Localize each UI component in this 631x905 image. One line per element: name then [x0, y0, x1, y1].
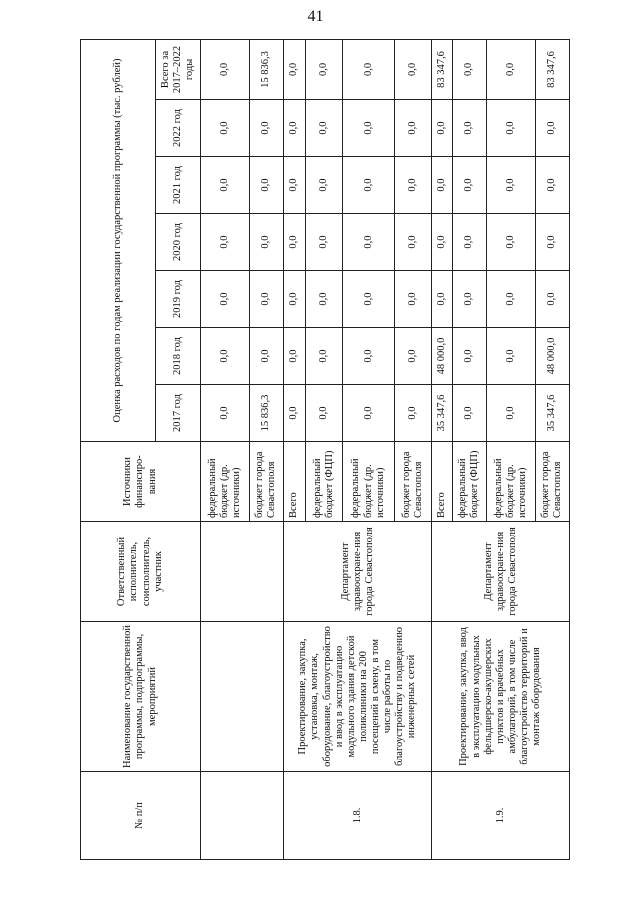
value-cell: 0,0 [452, 100, 486, 157]
value-cell: 0,0 [284, 385, 306, 442]
value-cell: 0,0 [201, 214, 250, 271]
cont-no-cell [201, 772, 284, 860]
value-cell: 0,0 [486, 271, 535, 328]
value-cell: 0,0 [486, 214, 535, 271]
page-number: 41 [307, 8, 324, 25]
source-cell: Всего [284, 442, 306, 522]
value-cell: 15 836,3 [249, 385, 283, 442]
value-cell: 0,0 [249, 214, 283, 271]
source-cell: бюджет города Севастополя [395, 442, 432, 522]
value-cell: 0,0 [535, 271, 569, 328]
value-cell: 0,0 [305, 214, 342, 271]
total-cell: 0,0 [342, 39, 394, 99]
value-cell: 0,0 [284, 157, 306, 214]
item-executor: Департамент здравоохране-ния города Севастополя [432, 522, 570, 622]
cont-executor-cell [201, 522, 284, 622]
header-source: Источники финансиро-вания [81, 442, 201, 522]
total-cell: 0,0 [305, 39, 342, 99]
value-cell: 0,0 [432, 271, 452, 328]
value-cell: 0,0 [342, 271, 394, 328]
value-cell: 0,0 [432, 157, 452, 214]
cont-name-cell [201, 622, 284, 772]
value-cell: 0,0 [452, 214, 486, 271]
header-name: Наименование государственной программы, подпрограммы, мероприятий [81, 622, 201, 772]
item-executor: Департамент здравоохране-ния города Севастополя [284, 522, 432, 622]
value-cell: 0,0 [249, 100, 283, 157]
budget-table [80, 39, 570, 860]
value-cell: 0,0 [305, 100, 342, 157]
header-year: 2022 год [156, 100, 201, 157]
source-cell: бюджет города Севастополя [249, 442, 283, 522]
value-cell: 0,0 [305, 271, 342, 328]
value-cell: 0,0 [432, 100, 452, 157]
header-year: 2020 год [156, 214, 201, 271]
source-cell: федеральный бюджет (ФЦП) [305, 442, 342, 522]
value-cell: 0,0 [201, 271, 250, 328]
total-cell: 15 836,3 [249, 39, 283, 99]
value-cell: 0,0 [201, 328, 250, 385]
value-cell: 35 347,6 [535, 385, 569, 442]
value-cell: 0,0 [395, 157, 432, 214]
source-cell: федеральный бюджет (ФЦП) [452, 442, 486, 522]
value-cell: 0,0 [535, 100, 569, 157]
source-cell: федеральный бюджет (др. источники) [201, 442, 250, 522]
value-cell: 0,0 [395, 100, 432, 157]
item-name: Проектирование, закупка, ввод в эксплуатацию модульных фельдшерско-акушерских пунктов и врачебных амбулаторий, в том числе благоустройство территорий и монтаж оборудования [432, 622, 570, 772]
header-no: № п/п [81, 772, 201, 860]
table-row [432, 39, 452, 859]
value-cell: 0,0 [284, 214, 306, 271]
value-cell: 0,0 [284, 271, 306, 328]
table-row [284, 39, 306, 859]
header-year: 2017 год [156, 385, 201, 442]
total-cell: 0,0 [486, 39, 535, 99]
value-cell: 0,0 [342, 157, 394, 214]
value-cell: 0,0 [342, 214, 394, 271]
value-cell: 0,0 [342, 385, 394, 442]
header-estimate: Оценка расходов по годам реализации государственной программы (тыс. рублей) [81, 39, 156, 441]
total-cell: 0,0 [452, 39, 486, 99]
total-cell: 0,0 [284, 39, 306, 99]
value-cell: 0,0 [201, 385, 250, 442]
value-cell: 0,0 [452, 271, 486, 328]
header-row [81, 39, 156, 859]
value-cell: 48 000,0 [535, 328, 569, 385]
header-year-total: Всего за 2017–2022 годы [156, 39, 201, 99]
value-cell: 0,0 [305, 328, 342, 385]
value-cell: 0,0 [201, 100, 250, 157]
total-cell: 0,0 [201, 39, 250, 99]
header-year: 2018 год [156, 328, 201, 385]
source-cell: Всего [432, 442, 452, 522]
item-number: 1.8. [284, 772, 432, 860]
value-cell: 0,0 [395, 214, 432, 271]
value-cell: 0,0 [452, 385, 486, 442]
header-year: 2021 год [156, 157, 201, 214]
value-cell: 0,0 [305, 157, 342, 214]
value-cell: 35 347,6 [432, 385, 452, 442]
total-cell: 0,0 [395, 39, 432, 99]
value-cell: 0,0 [486, 157, 535, 214]
value-cell: 0,0 [342, 328, 394, 385]
source-cell: федеральный бюджет (др. источники) [342, 442, 394, 522]
value-cell: 0,0 [486, 328, 535, 385]
value-cell: 0,0 [452, 157, 486, 214]
item-number: 1.9. [432, 772, 570, 860]
value-cell: 0,0 [249, 328, 283, 385]
total-cell: 83 347,6 [432, 39, 452, 99]
header-executor: Ответственный исполнитель, соисполнитель, участник [81, 522, 201, 622]
value-cell: 0,0 [395, 385, 432, 442]
value-cell: 0,0 [249, 157, 283, 214]
value-cell: 0,0 [395, 328, 432, 385]
source-cell: федеральный бюджет (др. источники) [486, 442, 535, 522]
value-cell: 48 000,0 [432, 328, 452, 385]
value-cell: 0,0 [284, 328, 306, 385]
value-cell: 0,0 [305, 385, 342, 442]
source-cell: бюджет города Севастополя [535, 442, 569, 522]
value-cell: 0,0 [486, 385, 535, 442]
item-name: Проектирование, закупка, установка, монтаж, оборудование, благоустройство и ввод в эксплуатацию модульного здания детской поликлиники на 200 посещений в смену, в том числе работы по благоустройству и подведению инженерных сетей [284, 622, 432, 772]
value-cell: 0,0 [342, 100, 394, 157]
total-cell: 83 347,6 [535, 39, 569, 99]
value-cell: 0,0 [249, 271, 283, 328]
value-cell: 0,0 [535, 214, 569, 271]
value-cell: 0,0 [535, 157, 569, 214]
value-cell: 0,0 [395, 271, 432, 328]
table-row [201, 39, 250, 859]
value-cell: 0,0 [432, 214, 452, 271]
header-year: 2019 год [156, 271, 201, 328]
value-cell: 0,0 [284, 100, 306, 157]
value-cell: 0,0 [201, 157, 250, 214]
value-cell: 0,0 [452, 328, 486, 385]
value-cell: 0,0 [486, 100, 535, 157]
rotated-table-wrapper [80, 40, 570, 860]
